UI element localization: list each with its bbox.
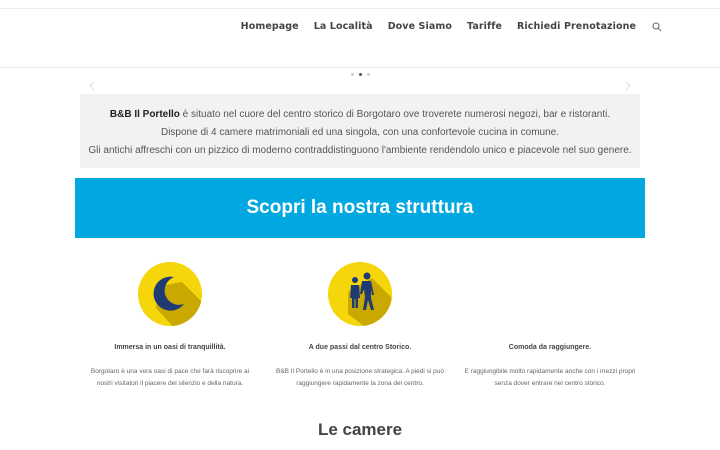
- intro-line-2: Dispone di 4 camere matrimoniali ed una singola, con una confortevole cucina in comune.: [160, 127, 559, 138]
- intro-brand: B&B Il Portello: [109, 109, 180, 120]
- walking-people-icon: [328, 262, 392, 326]
- feature-title: Immersa in un oasi di tranquillità.: [114, 344, 226, 351]
- intro-line-1-text: è situato nel cuore del centro storico di Borgotaro ove troverete numerosi negozi, bar e ristoranti.: [179, 109, 611, 120]
- intro-line-3: Gli antichi affreschi con un pizzico di moderno contraddistinguono l'ambiente rendendolo unico e piacevole nel suo genere.: [88, 145, 632, 156]
- nav-item-richiedi-prenotazione[interactable]: Richiedi Prenotazione: [517, 21, 636, 32]
- banner-title: Scopri la nostra struttura: [246, 197, 474, 218]
- feature-center: [265, 262, 455, 390]
- feature-title: Comoda da raggiungere.: [508, 344, 592, 351]
- nav-item-la-localita[interactable]: La Località: [313, 21, 373, 32]
- site-header: [0, 9, 720, 68]
- slider-dots: [0, 73, 720, 76]
- intro-box: [80, 94, 640, 168]
- feature-tranquility: [75, 262, 265, 390]
- structure-banner: [75, 178, 645, 238]
- slider-next-arrow-icon[interactable]: [624, 78, 632, 88]
- main-nav: [226, 21, 662, 32]
- feature-text: B&B Il Portello è in una posizione strategica. A piedi si può raggiungere rapidamente la zona del centro.: [275, 368, 445, 387]
- nav-item-homepage[interactable]: Homepage: [240, 21, 299, 32]
- feature-text: Borgotaro è una vera oasi di pace che farà riscoprire ai nostri visitatori il piacere del silenzio e della natura.: [90, 368, 250, 387]
- slider-dot-active[interactable]: [359, 73, 362, 76]
- feature-text: E raggiungibile molto rapidamente anche con i mezzi propri senza dover entrare nel centro storico.: [464, 368, 636, 387]
- intro-line-1: [80, 106, 640, 124]
- rooms-section-title: Le camere: [317, 420, 403, 439]
- slider-prev-arrow-icon[interactable]: [88, 78, 96, 88]
- feature-title: A due passi dal centro Storico.: [308, 344, 412, 351]
- nav-item-dove-siamo[interactable]: Dove Siamo: [387, 21, 452, 32]
- slider-dot[interactable]: [351, 73, 354, 76]
- nav-item-tariffe[interactable]: Tariffe: [466, 21, 503, 32]
- moon-icon: [138, 262, 202, 326]
- features-row: [75, 262, 645, 390]
- slider-dot[interactable]: [367, 73, 370, 76]
- feature-reachable: [455, 262, 645, 390]
- search-icon[interactable]: [652, 22, 662, 32]
